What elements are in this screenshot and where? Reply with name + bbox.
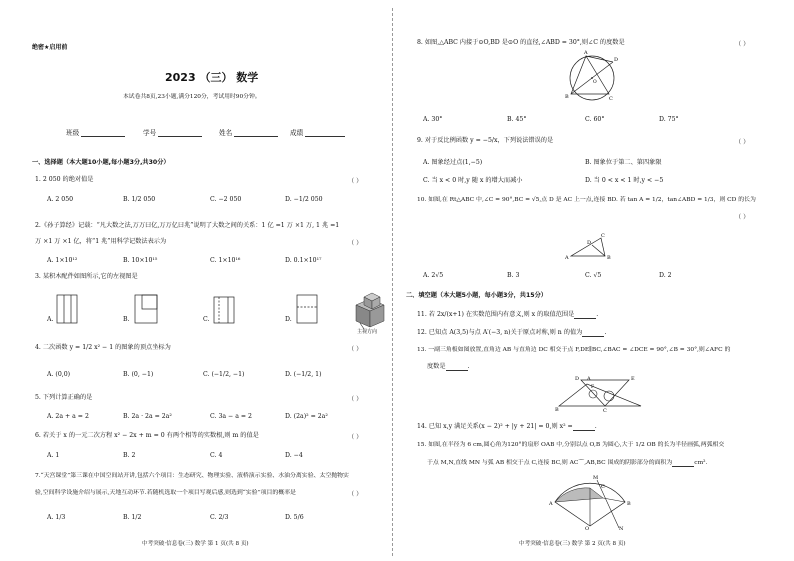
q8-label-b: B xyxy=(565,94,569,100)
q5-option-d[interactable]: D. (2a)² = 2a² xyxy=(285,413,328,420)
q15-label-m: M xyxy=(593,475,599,481)
q9-option-c[interactable]: C. 当 x < 0 时,y 随 x 的增大而减小 xyxy=(423,177,523,184)
q8-option-d[interactable]: D. 75° xyxy=(659,116,679,123)
q9-option-d[interactable]: D. 当 0 < x < 1 时,y < −5 xyxy=(585,177,664,184)
q6-option-a[interactable]: A. 1 xyxy=(47,452,60,459)
q7-option-b[interactable]: B. 1/2 xyxy=(123,514,142,521)
q9-option-a[interactable]: A. 图象经过点(1,−5) xyxy=(423,159,483,166)
q13-label-c: C xyxy=(603,408,607,414)
q3-view-direction-label: 主视方向 xyxy=(357,329,378,335)
q8-label-a: A xyxy=(584,50,588,56)
q8-option-a[interactable]: A. 30° xyxy=(423,116,443,123)
q1-option-d[interactable]: D. −1/2 050 xyxy=(285,196,323,203)
q13-label-e: E xyxy=(631,376,635,382)
q14-blank[interactable] xyxy=(573,425,595,431)
q9-option-b[interactable]: B. 图象位于第二、第四象限 xyxy=(585,159,662,166)
q10-option-a[interactable]: A. 2√5 xyxy=(423,272,444,279)
page-2 xyxy=(397,0,794,561)
exam-info: 本试卷共8页,23小题,满分120分，考试用时90分钟。 xyxy=(123,94,261,100)
q15-label-c: C xyxy=(601,484,605,490)
q7-stem: 7.“天宫课堂”第三课在中国空间站开讲,包括六个项目：生态研究、物理实验、液桥演示实验、水油分离实验、太空抛物实 xyxy=(35,473,349,479)
footer-page-2: 中考突破·信息卷(三) 数学 第 2 页(共 8 页) xyxy=(519,541,626,547)
q13-label-a: A xyxy=(587,376,591,382)
q2-answer-paren[interactable]: （ ） xyxy=(348,240,363,247)
q2-stem: 2.《孙子算经》记载：“凡大数之法,万万曰亿,万万亿曰兆”说明了大数之间的关系：1 亿 =1 万 ×1 万, 1 兆 =1 xyxy=(35,222,340,229)
q15-label-n: N xyxy=(619,526,624,532)
q3-option-d[interactable]: D. xyxy=(285,316,292,323)
q9-answer-paren[interactable]: （ ） xyxy=(735,139,750,146)
q13-label-f: F xyxy=(591,385,595,390)
q2-option-d[interactable]: D. 0.1×10¹⁷ xyxy=(285,257,322,264)
q2-option-b[interactable]: B. 10×10¹⁵ xyxy=(123,257,158,264)
q10-option-b[interactable]: B. 3 xyxy=(507,272,520,279)
q8-option-b[interactable]: B. 45° xyxy=(507,116,527,123)
q10-option-d[interactable]: D. 2 xyxy=(659,272,672,279)
q4-option-b[interactable]: B. (0, −1) xyxy=(123,371,154,378)
q10-stem: 10. 如图,在 Rt△ABC 中,∠C = 90°,BC = √5,点 D 是 AC 上一点,连接 BD. 若 tan A = 1/2，tan∠ABD = 1/3，则 CD 的长为 xyxy=(417,197,756,203)
footer-page-1: 中考突破·信息卷(三) 数学 第 1 页(共 8 页) xyxy=(142,541,249,547)
q3-option-a[interactable]: A. xyxy=(47,316,54,323)
q8-label-c: C xyxy=(609,96,613,102)
q10-label-a: A xyxy=(565,255,569,261)
q7-option-c[interactable]: C. 2/3 xyxy=(210,514,229,521)
exam-title: 2023 （三） 数学 xyxy=(165,71,259,84)
q7-option-d[interactable]: D. 5/6 xyxy=(285,514,304,521)
q15-label-a: A xyxy=(549,501,553,507)
q15-sector-figure xyxy=(545,470,635,530)
q12-blank[interactable] xyxy=(582,331,604,337)
q15-label-o: O xyxy=(585,526,590,532)
q8-option-c[interactable]: C. 60° xyxy=(585,116,605,123)
q1-option-b[interactable]: B. 1/2 050 xyxy=(123,196,156,203)
q2-stem-cont: 万 ×1 万 ×1 亿，将“1 兆”用科学记数法表示为 xyxy=(35,238,167,245)
q5-stem: 5. 下列计算正确的是 xyxy=(35,394,93,401)
q2-option-a[interactable]: A. 1×10¹² xyxy=(47,257,78,264)
section-choice: 一、选择题（本大题10小题,每小题3分,共30分） xyxy=(32,159,170,166)
q8-answer-paren[interactable]: （ ） xyxy=(735,41,750,48)
q3-figures xyxy=(0,285,397,345)
section-fill: 二、填空题（本大题5小题，每小题3分，共15分） xyxy=(406,292,547,299)
q4-option-a[interactable]: A. (0,0) xyxy=(47,371,71,378)
q6-option-b[interactable]: B. 2 xyxy=(123,452,136,459)
q6-option-d[interactable]: D. −4 xyxy=(285,452,303,459)
field-number: 学号 xyxy=(143,127,202,137)
q9-stem: 9. 对于反比例函数 y = −5/x，下列说法错误的是 xyxy=(417,137,554,144)
q5-answer-paren[interactable]: （ ） xyxy=(348,396,363,403)
q11-stem: 11. 若 2x/(x+1) 在实数范围内有意义,则 x 的取值范围是 . xyxy=(417,311,599,318)
q1-option-a[interactable]: A. 2 050 xyxy=(47,196,74,203)
q13-stem-cont: 度数是 . xyxy=(427,363,470,370)
q2-option-c[interactable]: C. 1×10¹⁶ xyxy=(210,257,241,264)
q4-option-d[interactable]: D. (−1/2, 1) xyxy=(285,371,322,378)
q1-answer-paren[interactable]: （ ） xyxy=(348,178,363,185)
q5-option-a[interactable]: A. 2a + a = 2 xyxy=(47,413,89,420)
q7-answer-paren[interactable]: （ ） xyxy=(348,491,363,498)
confidential-label: 绝密★启用前 xyxy=(32,44,68,51)
q8-circle-figure xyxy=(562,50,622,110)
q13-label-d: D xyxy=(575,376,580,382)
q8-label-o: O xyxy=(593,80,597,85)
q14-stem: 14. 已知 x,y 满足关系(x − 2)² + |y + 21| = 0,则 x² = . xyxy=(417,423,597,430)
q15-label-b: B xyxy=(627,501,631,507)
q10-label-b: B xyxy=(607,255,611,261)
q3-option-b[interactable]: B. xyxy=(123,316,130,323)
q5-option-b[interactable]: B. 2a · 2a = 2a² xyxy=(123,413,172,420)
q12-stem: 12. 已知点 A(3,5)与点 A′(−3, n)关于原点对称,则 n 的值为 . xyxy=(417,329,607,336)
q4-option-c[interactable]: C. (−1/2, −1) xyxy=(203,371,245,378)
q3-option-c[interactable]: C. xyxy=(203,316,210,323)
q13-blank[interactable] xyxy=(446,365,468,371)
q15-stem-cont: 于点 M,N,直线 MN 与弧 AB 相交于点 C,连接 BC,则 AC⌒,AB,BC 围成的阴影部分的面积为 cm². xyxy=(427,460,708,466)
q6-option-c[interactable]: C. 4 xyxy=(210,452,223,459)
q6-stem: 6. 若关于 x 的一元二次方程 x² − 2x + m = 0 有两个相等的实数根,则 m 的值是 xyxy=(35,432,259,439)
q8-stem: 8. 如图,△ABC 内接于⊙O,BD 是⊙O 的直径,∠ABD = 30°,则∠C 的度数是 xyxy=(417,39,625,46)
q13-triangles-figure xyxy=(555,372,645,412)
q1-stem: 1. 2 050 的绝对值是 xyxy=(35,176,94,183)
field-class: 班级 xyxy=(66,127,125,137)
q1-option-c[interactable]: C. −2 050 xyxy=(210,196,242,203)
q13-stem: 13. 一副三角板如图放置,直角边 AB 与直角边 DC 相交于点 F,DE∥BC,∠BAC = ∠DCE = 90°,∠B = 30°,则∠AFC 的 xyxy=(417,347,731,353)
q13-label-b: B xyxy=(555,407,559,413)
q15-blank[interactable] xyxy=(672,461,694,467)
field-score: 成绩 xyxy=(290,127,345,137)
q10-answer-paren[interactable]: （ ） xyxy=(735,214,750,221)
q10-option-c[interactable]: C. √5 xyxy=(585,272,602,279)
q8-label-d: D xyxy=(614,57,619,63)
q15-stem: 15. 如图,在半径为 6 cm,圆心角为120°的扇形 OAB 中,分别以点 O,B 为圆心,大于 1/2 OB 的长为半径画弧,两弧相交 xyxy=(417,442,725,448)
field-name: 姓名 xyxy=(219,127,278,137)
q7-option-a[interactable]: A. 1/3 xyxy=(47,514,66,521)
q11-blank[interactable] xyxy=(574,313,596,319)
q5-option-c[interactable]: C. 3a − a = 2 xyxy=(210,413,252,420)
q7-stem-cont: 验,空间科学设施介绍与展示,天地互动环节.若随机选取一个项目写观后感,则选到“实验”项目的概率是 xyxy=(35,490,296,496)
q3-block-figure xyxy=(356,293,384,329)
q4-stem: 4. 二次函数 y = 1/2 x² − 1 的图象的顶点坐标为 xyxy=(35,344,171,351)
q6-answer-paren[interactable]: （ ） xyxy=(348,434,363,441)
q10-label-d: D xyxy=(587,240,592,246)
q3-stem: 3. 某积木配件如图所示,它的左视图是 xyxy=(35,273,138,280)
q4-answer-paren[interactable]: （ ） xyxy=(348,346,363,353)
q10-triangle-figure xyxy=(565,232,615,262)
q10-label-c: C xyxy=(601,233,605,239)
